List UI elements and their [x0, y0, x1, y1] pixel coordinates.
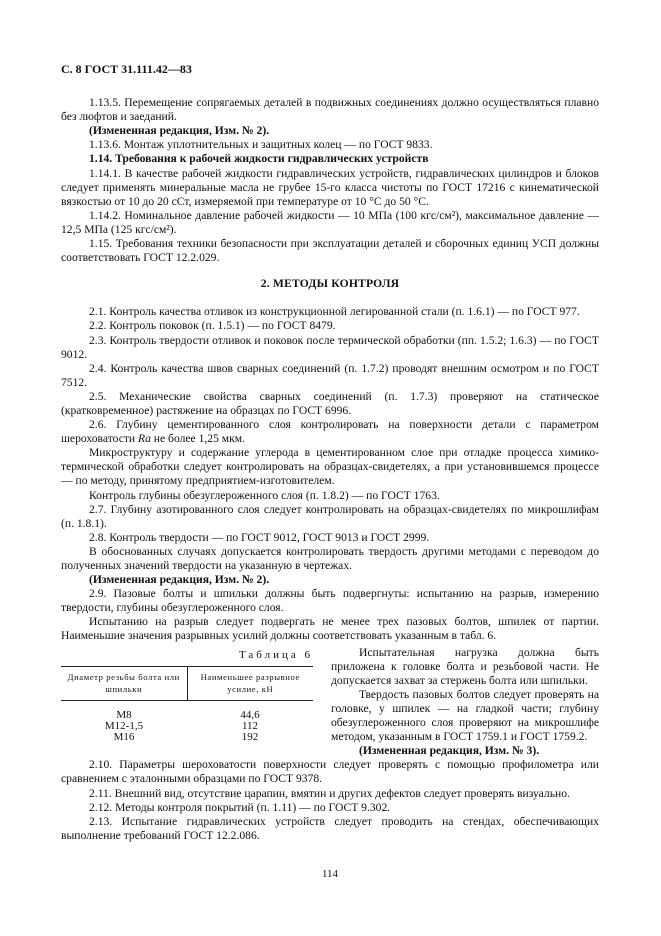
page-number: 114 — [321, 867, 339, 880]
paragraph-2-4: 2.4. Контроль качества швов сварных соединений (п. 1.7.2) проводят внешним осмотром и по ГОСТ 7512. — [61, 361, 599, 389]
page-header: С. 8 ГОСТ 31.111.42—83 — [61, 62, 192, 76]
edit-note: (Измененная редакция, Изм. № 3). — [359, 744, 540, 758]
table-6 — [61, 648, 313, 743]
paragraph-2-2: 2.2. Контроль поковок (п. 1.5.1) — по ГОСТ 8479. — [89, 319, 336, 333]
table-caption: Таблица 6 — [238, 648, 313, 661]
paragraph-2-8: 2.8. Контроль твердости — по ГОСТ 9012, ГОСТ 9013 и ГОСТ 2999. — [89, 530, 430, 544]
subsection-heading-1-14: 1.14. Требования к рабочей жидкости гидравлических устройств — [89, 152, 429, 166]
table-row — [61, 700, 313, 721]
section-title: 2. МЕТОДЫ КОНТРОЛЯ — [260, 277, 400, 291]
paragraph-2-10: 2.10. Параметры шероховатости поверхности следует проверять с помощью профилометра или сравнением с эталонными образцами по ГОСТ 9378. — [61, 758, 599, 786]
table-cell-diameter: М16 — [113, 730, 135, 743]
paragraph-2-11: 2.11. Внешний вид, отсутствие царапин, вмятин и других дефектов следует проверять визуально. — [89, 786, 570, 800]
paragraph-bolt-hardness: Твердость пазовых болтов следует проверять на головке, у шпилек — на гладкой части; глубину обезуглероженного слоя проверяют на микрошлифе методом, указанным в ГОСТ 1759.1 и ГОСТ 1759.2. — [331, 687, 599, 744]
roughness-symbol: Ra — [138, 432, 151, 446]
table-header-diameter: Диаметр резьбы болта или шпильки — [61, 666, 187, 700]
paragraph-2-1: 2.1. Контроль качества отливок из конструкционной легированной стали (п. 1.6.1) — по ГОСТ 977. — [89, 305, 580, 319]
paragraph-2-8-b: В обоснованных случаях допускается контролировать твердость другими методами с переводом до полученных значений твердости на указанную в чертежах. — [61, 544, 599, 572]
paragraph-2-6-text: 2.6. Глубину цементированного слоя контролировать на поверхности детали с параметром шероховатости — [61, 418, 599, 446]
paragraph-2-6 — [61, 418, 599, 446]
table-cell-force: 112 — [241, 719, 259, 732]
paragraph-2-9-b: Испытанию на разрыв следует подвергать не менее трех пазовых болтов, шпилек от партии. Наименьшие значения разрывных усилий должны соответствовать указанным в табл. 6. — [61, 615, 599, 643]
paragraph-microstructure: Микроструктуру и содержание углерода в цементированном слое при отладке процесса химико-термической обработки следует контролировать на образцах-свидетелях, а при установившемся процессе — по методу, принятому предприятием-изготовителем. — [61, 446, 599, 488]
table-row — [61, 721, 313, 732]
document-page — [61, 62, 599, 881]
paragraph-1-13-6: 1.13.6. Монтаж уплотнительных и защитных колец — по ГОСТ 9833. — [89, 138, 433, 152]
paragraph-2-13: 2.13. Испытание гидравлических устройств следует проводить на стендах, обеспечивающих выполнение требований ГОСТ 12.2.086. — [61, 814, 599, 842]
edit-note: (Измененная редакция, Изм. № 2). — [89, 573, 270, 587]
breaking-force-table — [61, 666, 313, 743]
paragraph-1-15: 1.15. Требования техники безопасности при эксплуатации деталей и сборочных единиц УСП должны соответствовать ГОСТ 12.2.029. — [61, 237, 599, 265]
table-cell-force: 44,6 — [240, 708, 260, 721]
paragraph-2-5: 2.5. Механические свойства сварных соединений (п. 1.7.3) проверяют на статическое (кратковременное) растяжение на образцах по ГОСТ 6996. — [61, 389, 599, 417]
paragraph-test-load: Испытательная нагрузка должна быть приложена к головке болта и резьбовой части. Не допускается захват за стержень болта или шпильки. — [331, 645, 599, 687]
paragraph-2-6-tail: не более 1,25 мкм. — [150, 432, 245, 446]
table-cell-force: 192 — [241, 730, 259, 743]
table-section — [61, 646, 599, 759]
paragraph-2-12: 2.12. Методы контроля покрытий (п. 1.11) — по ГОСТ 9.302. — [89, 800, 391, 814]
paragraph-1-13-5: 1.13.5. Перемещение сопрягаемых деталей в подвижных соединениях должно осуществляться плавно без люфтов и заеданий. — [61, 96, 599, 124]
table-cell-diameter: М12-1,5 — [104, 719, 144, 732]
paragraph-decarb: Контроль глубины обезуглероженного слоя (п. 1.8.2) — по ГОСТ 1763. — [89, 488, 440, 502]
edit-note: (Измененная редакция, Изм. № 2). — [89, 124, 270, 138]
paragraph-1-14-1: 1.14.1. В качестве рабочей жидкости гидравлических устройств, гидравлических цилиндров и блоков следует применять минеральные масла не грубее 15-го класса чистоты по ГОСТ 17216 с кинематической вязкостью от 10 до 20 сСт, измеряемой при температуре от 10 °С до 50 °С. — [61, 166, 599, 208]
paragraph-2-3: 2.3. Контроль твердости отливок и поковок после термической обработки (пп. 1.5.2; 1.6.3) — по ГОСТ 9012. — [61, 333, 599, 361]
paragraph-2-7: 2.7. Глубину азотированного слоя следует контролировать на образцах-свидетелях по микрошлифам (п. 1.8.1). — [61, 502, 599, 530]
table-cell-diameter: М8 — [116, 708, 132, 721]
paragraph-1-14-2: 1.14.2. Номинальное давление рабочей жидкости — 10 МПа (100 кгс/см²), максимальное давление — 12,5 МПа (125 кгс/см²). — [61, 208, 599, 236]
table-row — [61, 732, 313, 743]
paragraph-2-9: 2.9. Пазовые болты и шпильки должны быть подвергнуты: испытанию на разрыв, измерению твердости, глубины обезуглероженного слоя. — [61, 587, 599, 615]
table-header-force: Наименьшее разрывное усилие, кН — [187, 666, 313, 700]
